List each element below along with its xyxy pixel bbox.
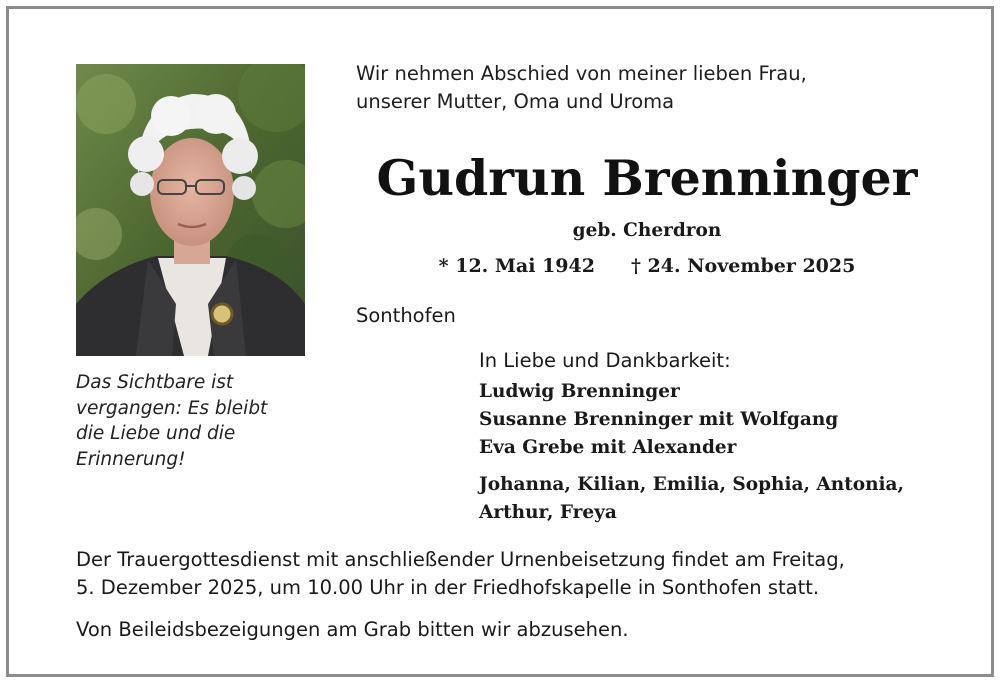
portrait-photo-icon — [76, 64, 305, 356]
intro-line: unserer Mutter, Oma und Uroma — [356, 90, 675, 113]
service-line: 5. Dezember 2025, um 10.00 Uhr in der Friedhofskapelle in Sonthofen statt. — [76, 576, 820, 599]
motto-line: Erinnerung! — [76, 448, 186, 470]
mourner-name: Eva Grebe mit Alexander — [479, 437, 737, 458]
deceased-name: Gudrun Brenninger — [376, 149, 918, 207]
motto-line: die Liebe und die — [76, 423, 236, 444]
maiden-name: geb. Cherdron — [572, 220, 722, 241]
birth-date: * 12. Mai 1942 — [438, 255, 595, 277]
mourners-heading: In Liebe und Dankbarkeit: — [479, 349, 731, 372]
place-of-residence: Sonthofen — [356, 304, 456, 327]
condolence-note: Von Beileidsbezeigungen am Grab bitten wir abzusehen. — [76, 618, 629, 641]
motto-line: vergangen: Es bleibt — [76, 397, 268, 419]
motto-quote — [76, 370, 306, 472]
service-line: Der Trauergottesdienst mit anschließender Urnenbeisetzung findet am Freitag, — [76, 548, 845, 571]
motto-line: Das Sichtbare ist — [76, 372, 234, 393]
grandchildren-list — [479, 471, 904, 527]
intro-line: Wir nehmen Abschied von meiner lieben Frau, — [356, 62, 807, 85]
life-dates — [356, 252, 938, 280]
mourners-list — [479, 378, 838, 462]
portrait-photo — [76, 64, 305, 356]
grandchildren-line: Arthur, Freya — [479, 502, 617, 523]
death-date: † 24. November 2025 — [630, 255, 856, 277]
service-info — [76, 546, 845, 602]
mourner-name: Susanne Brenninger mit Wolfgang — [479, 409, 839, 430]
mourner-name: Ludwig Brenninger — [479, 381, 680, 402]
intro-text — [356, 60, 807, 116]
grandchildren-line: Johanna, Kilian, Emilia, Sophia, Antonia, — [479, 474, 904, 495]
